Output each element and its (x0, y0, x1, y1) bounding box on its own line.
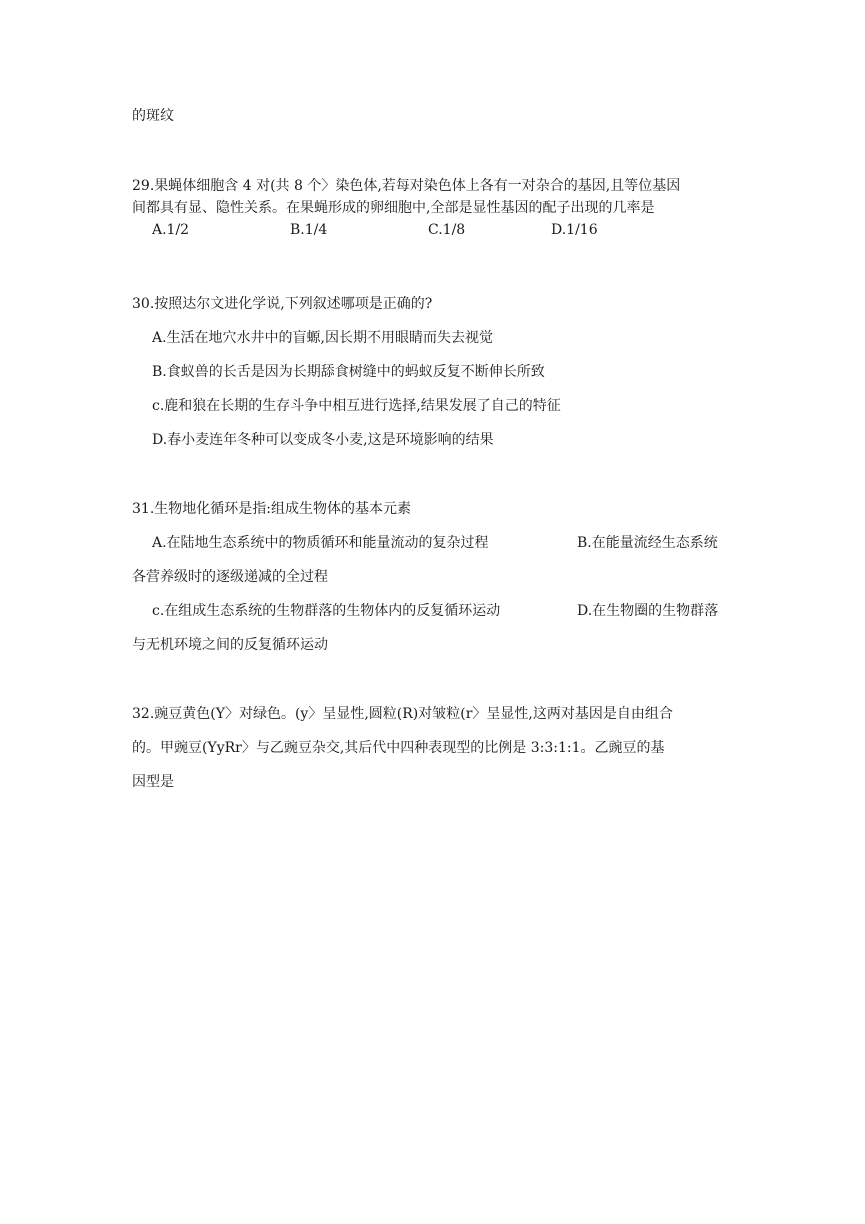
q31-option-c: c.在组成生态系统的生物群落的生物体内的反复循环运动 (152, 603, 501, 619)
q31-option-a: A.在陆地生态系统中的物质循环和能量流动的复杂过程 (152, 535, 489, 551)
q32-stem-line3: 因型是 (132, 774, 174, 790)
q29-option-c: C.1/8 (428, 222, 466, 238)
q30-option-a: A.生活在地穴水井中的盲螈,因长期不用眼睛而失去视觉 (152, 330, 494, 346)
carry-over-text: 的斑纹 (132, 108, 174, 124)
q30-stem: 30.按照达尔文进化学说,下列叙述哪项是正确的? (132, 296, 433, 312)
q31-option-b: B.在能量流经生态系统 (577, 535, 718, 551)
q30-option-b: B.食蚁兽的长舌是因为长期舔食树缝中的蚂蚁反复不断伸长所致 (152, 364, 545, 380)
q29-option-a: A.1/2 (152, 222, 190, 238)
q30-option-d: D.春小麦连年冬种可以变成冬小麦,这是环境影响的结果 (152, 432, 494, 448)
q31-option-b-continued: 各营养级时的逐级递减的全过程 (132, 569, 328, 585)
q32-stem-line1: 32.豌豆黄色(Y〉对绿色。(y〉呈显性,圆粒(R)对皱粒(r〉呈显性,这两对基因是自由组合 (132, 706, 673, 722)
q29-option-b: B.1/4 (290, 222, 328, 238)
q31-option-d-continued: 与无机环境之间的反复循环运动 (132, 637, 328, 653)
q29-stem-line1: 29.果蝇体细胞含 4 对(共 8 个〉染色体,若每对染色体上各有一对杂合的基因,且等位基因 (132, 178, 681, 194)
q29-option-d: D.1/16 (551, 222, 598, 238)
q29-stem-line2: 间都具有显、隐性关系。在果蝇形成的卵细胞中,全部是显性基因的配子出现的几率是 (132, 200, 655, 216)
q31-stem: 31.生物地化循环是指:组成生物体的基本元素 (132, 501, 411, 517)
q30-option-c: c.鹿和狼在长期的生存斗争中相互进行选择,结果发展了自己的特征 (152, 398, 561, 414)
q32-stem-line2: 的。甲豌豆(YyRr〉与乙豌豆杂交,其后代中四种表现型的比例是 3:3:1:1。乙豌豆的基 (132, 740, 665, 756)
q31-option-d: D.在生物圈的生物群落 (577, 603, 719, 619)
